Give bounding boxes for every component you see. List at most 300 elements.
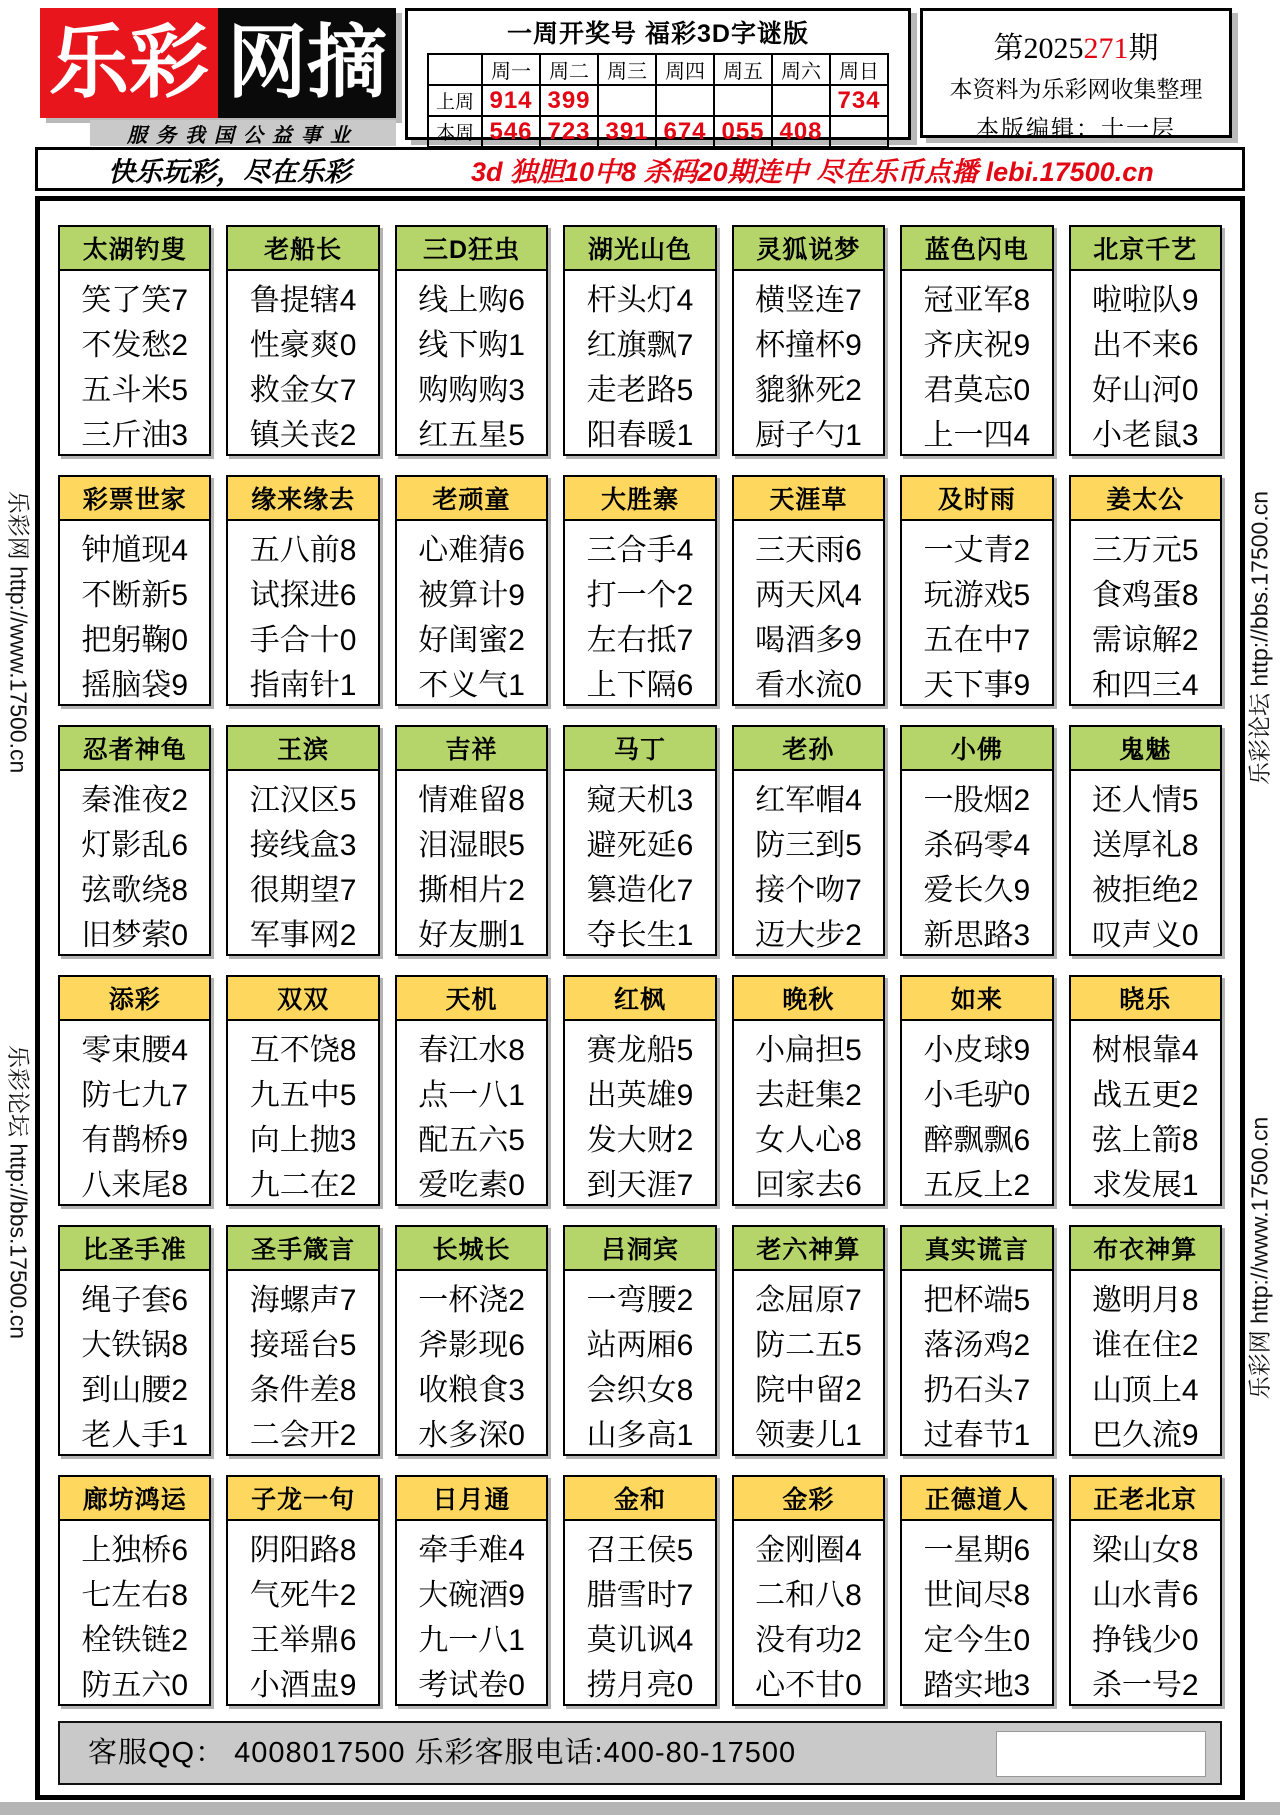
riddle-line: 梁山女8 <box>1091 1534 1199 1567</box>
riddle-card <box>900 225 1053 456</box>
riddle-line: 小毛驴0 <box>923 1079 1031 1112</box>
card-title: 比圣手准 <box>60 1227 209 1271</box>
riddle-line: 被拒绝2 <box>1091 874 1199 907</box>
card-title: 红枫 <box>565 977 714 1021</box>
riddle-line: 救金女7 <box>249 374 357 407</box>
logo-text-red: 乐彩 <box>40 8 218 118</box>
riddle-card <box>58 225 211 456</box>
customer-service-text: 客服QQ： 4008017500 乐彩客服电话:400-80-17500 <box>88 1737 797 1769</box>
riddle-line: 邀明月8 <box>1091 1284 1199 1317</box>
riddle-line: 红军帽4 <box>755 784 862 817</box>
riddle-line: 世间尽8 <box>923 1579 1031 1612</box>
riddle-line: 九二在2 <box>249 1169 357 1202</box>
site-logo <box>40 8 396 118</box>
riddle-line: 上下隔6 <box>586 669 694 702</box>
riddle-line: 鲁提辖4 <box>249 284 357 317</box>
footer-blank-box <box>996 1731 1206 1777</box>
riddle-line: 君莫忘0 <box>923 374 1031 407</box>
riddle-line: 好山河0 <box>1091 374 1199 407</box>
card-title: 大胜寨 <box>565 477 714 521</box>
riddle-line: 零束腰4 <box>81 1034 189 1067</box>
card-body <box>734 771 883 958</box>
riddle-line: 钟馗现4 <box>81 534 189 567</box>
riddle-card <box>395 1475 548 1706</box>
riddle-line: 把躬鞠0 <box>81 624 189 657</box>
riddle-line: 向上抛3 <box>249 1124 357 1157</box>
riddle-line: 灯影乱6 <box>81 829 189 862</box>
card-title: 布衣神算 <box>1071 1227 1220 1271</box>
riddle-grid <box>58 225 1222 1706</box>
card-body <box>60 771 209 958</box>
riddle-line: 念屈原7 <box>755 1284 862 1317</box>
card-body <box>60 1271 209 1458</box>
card-body <box>565 271 714 458</box>
riddle-line: 王举鼎6 <box>249 1624 357 1657</box>
riddle-line: 笑了笑7 <box>81 284 189 317</box>
riddle-line: 线上购6 <box>418 284 525 317</box>
riddle-line: 江汉区5 <box>249 784 357 817</box>
week-draw-value: 674 <box>656 116 714 147</box>
riddle-line: 防三到5 <box>755 829 862 862</box>
riddle-line: 小皮球9 <box>923 1034 1031 1067</box>
riddle-line: 醉飘飘6 <box>923 1124 1031 1157</box>
riddle-line: 不义气1 <box>418 669 525 702</box>
week-row-label: 本周 <box>428 116 482 147</box>
issue-info-panel <box>920 8 1232 141</box>
riddle-line: 红旗飘7 <box>586 329 694 362</box>
riddle-card <box>58 975 211 1206</box>
card-body <box>902 771 1051 958</box>
riddle-line: 三万元5 <box>1091 534 1199 567</box>
riddle-line: 老人手1 <box>81 1419 189 1452</box>
riddle-line: 好闺蜜2 <box>418 624 525 657</box>
riddle-line: 和四三4 <box>1091 669 1199 702</box>
card-title: 太湖钓叟 <box>60 227 209 271</box>
card-body <box>397 271 546 458</box>
footer-bar <box>58 1721 1222 1785</box>
week-draw-value: 055 <box>714 116 772 147</box>
riddle-line: 小老鼠3 <box>1091 419 1199 452</box>
riddle-line: 小扁担5 <box>755 1034 862 1067</box>
riddle-line: 召王侯5 <box>586 1534 694 1567</box>
banner-ad-text: 3d 独胆10中8 杀码20期连中 尽在乐币点播 lebi.17500.cn <box>471 156 1154 187</box>
riddle-line: 杆头灯4 <box>586 284 694 317</box>
card-body <box>397 1521 546 1708</box>
riddle-card <box>395 225 548 456</box>
riddle-line: 大铁锅8 <box>81 1329 189 1362</box>
riddle-line: 捞月亮0 <box>586 1669 694 1702</box>
riddle-line: 山顶上4 <box>1091 1374 1199 1407</box>
riddle-line: 配五六5 <box>418 1124 525 1157</box>
promo-banner <box>35 147 1245 191</box>
week-draw-value <box>598 85 656 116</box>
riddle-line: 两天风4 <box>755 579 862 612</box>
card-body <box>1071 1521 1220 1708</box>
riddle-line: 大碗酒9 <box>418 1579 525 1612</box>
riddle-line: 需谅解2 <box>1091 624 1199 657</box>
riddle-line: 三斤油3 <box>81 419 189 452</box>
week-day-header: 周日 <box>830 54 888 85</box>
riddle-line: 阳春暖1 <box>586 419 694 452</box>
riddle-line: 指南针1 <box>249 669 357 702</box>
riddle-line: 旧梦萦0 <box>81 919 189 952</box>
riddle-card <box>900 475 1053 706</box>
riddle-line: 军事网2 <box>249 919 357 952</box>
riddle-card <box>226 725 379 956</box>
card-body <box>228 1271 377 1458</box>
card-body <box>228 521 377 708</box>
riddle-line: 不发愁2 <box>81 329 189 362</box>
riddle-card <box>1069 1225 1222 1456</box>
riddle-line: 新思路3 <box>923 919 1031 952</box>
riddle-card <box>732 1475 885 1706</box>
card-body <box>565 521 714 708</box>
card-body <box>1071 271 1220 458</box>
card-body <box>228 1021 377 1208</box>
card-body <box>1071 521 1220 708</box>
riddle-card <box>900 1225 1053 1456</box>
card-body <box>60 1521 209 1708</box>
riddle-card <box>900 975 1053 1206</box>
week-corner-cell <box>428 54 482 85</box>
riddle-line: 挣钱少0 <box>1091 1624 1199 1657</box>
card-title: 天机 <box>397 977 546 1021</box>
card-title: 湖光山色 <box>565 227 714 271</box>
logo-slogan: 服务我国公益事业 <box>90 120 396 146</box>
riddle-card <box>395 475 548 706</box>
riddle-line: 一杯浇2 <box>418 1284 525 1317</box>
riddle-line: 五斗米5 <box>81 374 189 407</box>
riddle-line: 不断新5 <box>81 579 189 612</box>
card-title: 小佛 <box>902 727 1051 771</box>
riddle-line: 三天雨6 <box>755 534 862 567</box>
card-body <box>734 1021 883 1208</box>
riddle-line: 试探进6 <box>249 579 357 612</box>
riddle-line: 打一个2 <box>586 579 694 612</box>
riddle-line: 一股烟2 <box>923 784 1031 817</box>
card-title: 子龙一句 <box>228 1477 377 1521</box>
week-draw-value: 723 <box>540 116 598 147</box>
riddle-line: 战五更2 <box>1091 1079 1199 1112</box>
riddle-line: 送厚礼8 <box>1091 829 1199 862</box>
riddle-line: 齐庆祝9 <box>923 329 1031 362</box>
riddle-line: 爱吃素0 <box>418 1169 525 1202</box>
card-title: 彩票世家 <box>60 477 209 521</box>
riddle-line: 摇脑袋9 <box>81 669 189 702</box>
riddle-line: 线下购1 <box>418 329 525 362</box>
week-draw-value <box>656 85 714 116</box>
card-title: 吉祥 <box>397 727 546 771</box>
riddle-line: 杯撞杯9 <box>755 329 862 362</box>
card-title: 姜太公 <box>1071 477 1220 521</box>
riddle-line: 避死延6 <box>586 829 694 862</box>
week-day-header: 周三 <box>598 54 656 85</box>
riddle-line: 接瑶台5 <box>249 1329 357 1362</box>
card-title: 老六神算 <box>734 1227 883 1271</box>
riddle-line: 好友删1 <box>418 919 525 952</box>
riddle-line: 栓铁链2 <box>81 1624 189 1657</box>
riddle-line: 貔貅死2 <box>755 374 862 407</box>
riddle-line: 左右抵7 <box>586 624 694 657</box>
card-title: 王滨 <box>228 727 377 771</box>
riddle-line: 扔石头7 <box>923 1374 1031 1407</box>
riddle-line: 领妻儿1 <box>755 1419 862 1452</box>
riddle-card <box>226 1475 379 1706</box>
card-body <box>902 521 1051 708</box>
card-body <box>565 1021 714 1208</box>
riddle-card <box>226 1225 379 1456</box>
card-title: 正老北京 <box>1071 1477 1220 1521</box>
week-day-header: 周一 <box>482 54 540 85</box>
riddle-line: 腊雪时7 <box>586 1579 694 1612</box>
card-body <box>1071 771 1220 958</box>
riddle-line: 互不饶8 <box>249 1034 357 1067</box>
riddle-card <box>563 1475 716 1706</box>
card-body <box>60 521 209 708</box>
riddle-card <box>395 975 548 1206</box>
riddle-card <box>1069 975 1222 1206</box>
issue-prefix: 第2025 <box>993 32 1084 65</box>
card-body <box>902 271 1051 458</box>
riddle-line: 阴阳路8 <box>249 1534 357 1567</box>
week-day-header: 周四 <box>656 54 714 85</box>
riddle-line: 回家去6 <box>755 1169 862 1202</box>
riddle-card <box>732 475 885 706</box>
riddle-line: 到天涯7 <box>586 1169 694 1202</box>
riddle-card <box>900 725 1053 956</box>
weekly-draws-title: 一周开奖号 福彩3D字谜版 <box>507 20 809 48</box>
card-title: 鬼魅 <box>1071 727 1220 771</box>
card-body <box>397 521 546 708</box>
riddle-line: 天下事9 <box>923 669 1031 702</box>
riddle-line: 叹声义0 <box>1091 919 1199 952</box>
riddle-line: 山水青6 <box>1091 1579 1199 1612</box>
riddle-line: 秦淮夜2 <box>81 784 189 817</box>
riddle-card <box>58 1475 211 1706</box>
riddle-line: 接个吻7 <box>755 874 862 907</box>
week-draw-value <box>714 85 772 116</box>
riddle-line: 夺长生1 <box>586 919 694 952</box>
riddle-line: 泪湿眼5 <box>418 829 525 862</box>
riddle-line: 一星期6 <box>923 1534 1031 1567</box>
card-body <box>60 271 209 458</box>
issue-editor-note: 本版编辑：十一层 <box>976 116 1176 141</box>
card-title: 马丁 <box>565 727 714 771</box>
riddle-card <box>1069 725 1222 956</box>
riddle-card <box>395 725 548 956</box>
weekly-draws-table <box>427 53 889 148</box>
card-title: 长城长 <box>397 1227 546 1271</box>
riddle-line: 上独桥6 <box>81 1534 189 1567</box>
riddle-line: 接线盒3 <box>249 829 357 862</box>
riddle-card <box>395 1225 548 1456</box>
banner-slogan: 快乐玩彩，尽在乐彩 <box>108 156 351 187</box>
card-title: 圣手箴言 <box>228 1227 377 1271</box>
left-sidebar-url-top: 乐彩网 http://www.17500.cn <box>5 490 32 774</box>
issue-number <box>923 23 1229 67</box>
riddle-line: 很期望7 <box>249 874 357 907</box>
riddle-line: 八来尾8 <box>81 1169 189 1202</box>
card-title: 三D狂虫 <box>397 227 546 271</box>
riddle-line: 心不甘0 <box>755 1669 862 1702</box>
card-title: 忍者神龟 <box>60 727 209 771</box>
card-body <box>565 771 714 958</box>
riddle-line: 九一八1 <box>418 1624 525 1657</box>
riddle-line: 五八前8 <box>249 534 357 567</box>
card-body <box>397 1021 546 1208</box>
riddle-line: 五在中7 <box>923 624 1031 657</box>
card-title: 老船长 <box>228 227 377 271</box>
riddle-card <box>563 725 716 956</box>
riddle-line: 金刚圈4 <box>755 1534 862 1567</box>
riddle-card <box>1069 1475 1222 1706</box>
week-draw-value: 546 <box>482 116 540 147</box>
riddle-line: 二会开2 <box>249 1419 357 1452</box>
riddle-line: 发大财2 <box>586 1124 694 1157</box>
weekly-draws-panel <box>405 8 911 145</box>
card-title: 金彩 <box>734 1477 883 1521</box>
riddle-line: 院中留2 <box>755 1374 862 1407</box>
riddle-line: 到山腰2 <box>81 1374 189 1407</box>
riddle-card <box>732 1225 885 1456</box>
card-title: 蓝色闪电 <box>902 227 1051 271</box>
card-body <box>565 1271 714 1458</box>
card-title: 老顽童 <box>397 477 546 521</box>
riddle-line: 杀一号2 <box>1091 1669 1199 1702</box>
week-draw-value <box>830 116 888 147</box>
riddle-line: 赛龙船5 <box>586 1034 694 1067</box>
riddle-line: 杀码零4 <box>923 829 1031 862</box>
week-day-header: 周二 <box>540 54 598 85</box>
week-draw-value: 408 <box>772 116 830 147</box>
card-title: 正德道人 <box>902 1477 1051 1521</box>
riddle-line: 莫讥讽4 <box>586 1624 694 1657</box>
card-title: 双双 <box>228 977 377 1021</box>
card-title: 廊坊鸿运 <box>60 1477 209 1521</box>
right-sidebar-url-bottom: 乐彩网 http://www.17500.cn <box>1246 1116 1273 1400</box>
riddle-line: 没有功2 <box>755 1624 862 1657</box>
riddle-line: 出英雄9 <box>586 1079 694 1112</box>
riddle-card <box>58 475 211 706</box>
riddle-card <box>226 225 379 456</box>
riddle-line: 防五六0 <box>81 1669 189 1702</box>
riddle-line: 收粮食3 <box>418 1374 525 1407</box>
riddle-card <box>563 975 716 1206</box>
card-body <box>734 1271 883 1458</box>
riddle-line: 气死牛2 <box>249 1579 357 1612</box>
card-body <box>228 1521 377 1708</box>
riddle-line: 喝酒多9 <box>755 624 862 657</box>
riddle-line: 树根靠4 <box>1091 1034 1199 1067</box>
riddle-line: 二和八8 <box>755 1579 862 1612</box>
riddle-line: 斧影现6 <box>418 1329 525 1362</box>
issue-suffix: 期 <box>1128 32 1159 65</box>
riddle-line: 落汤鸡2 <box>923 1329 1031 1362</box>
card-title: 北京千艺 <box>1071 227 1220 271</box>
riddle-line: 篡造化7 <box>586 874 694 907</box>
riddle-line: 会织女8 <box>586 1374 694 1407</box>
card-title: 晚秋 <box>734 977 883 1021</box>
riddle-line: 七左右8 <box>81 1579 189 1612</box>
card-title: 灵狐说梦 <box>734 227 883 271</box>
riddle-line: 爱长久9 <box>923 874 1031 907</box>
riddle-line: 条件差8 <box>249 1374 357 1407</box>
riddle-line: 性豪爽0 <box>249 329 357 362</box>
card-body <box>1071 1271 1220 1458</box>
riddle-line: 迈大步2 <box>755 919 862 952</box>
riddle-line: 防二五5 <box>755 1329 862 1362</box>
card-body <box>228 271 377 458</box>
issue-number-red: 271 <box>1083 32 1129 65</box>
card-body <box>397 1271 546 1458</box>
riddle-line: 心难猜6 <box>418 534 525 567</box>
riddle-line: 女人心8 <box>755 1124 862 1157</box>
card-title: 日月通 <box>397 1477 546 1521</box>
week-draw-value: 391 <box>598 116 656 147</box>
riddle-card <box>58 1225 211 1456</box>
riddle-card <box>226 475 379 706</box>
riddle-line: 定今生0 <box>923 1624 1031 1657</box>
riddle-line: 巴久流9 <box>1091 1419 1199 1452</box>
card-body <box>734 271 883 458</box>
riddle-card <box>563 475 716 706</box>
riddle-line: 弦歌绕8 <box>81 874 189 907</box>
issue-source-note: 本资料为乐彩网收集整理 <box>949 77 1203 102</box>
riddle-line: 点一八1 <box>418 1079 525 1112</box>
riddle-line: 小酒盅9 <box>249 1669 357 1702</box>
card-title: 晓乐 <box>1071 977 1220 1021</box>
right-sidebar-url-top: 乐彩论坛 http://bbs.17500.cn <box>1246 490 1273 786</box>
week-draw-value: 914 <box>482 85 540 116</box>
week-draw-value: 399 <box>540 85 598 116</box>
riddle-line: 还人情5 <box>1091 784 1199 817</box>
riddle-line: 玩游戏5 <box>923 579 1031 612</box>
week-draw-value <box>772 85 830 116</box>
riddle-line: 求发展1 <box>1091 1169 1199 1202</box>
riddle-line: 啦啦队9 <box>1091 284 1199 317</box>
riddle-line: 看水流0 <box>755 669 862 702</box>
card-title: 添彩 <box>60 977 209 1021</box>
riddle-line: 防七九7 <box>81 1079 189 1112</box>
riddle-line: 一丈青2 <box>923 534 1031 567</box>
left-sidebar-url-bottom: 乐彩论坛 http://bbs.17500.cn <box>5 1044 32 1340</box>
riddle-line: 牵手难4 <box>418 1534 525 1567</box>
riddle-card <box>226 975 379 1206</box>
week-row-label: 上周 <box>428 85 482 116</box>
week-day-header: 周五 <box>714 54 772 85</box>
riddle-line: 窥天机3 <box>586 784 694 817</box>
riddle-line: 手合十0 <box>249 624 357 657</box>
riddle-line: 九五中5 <box>249 1079 357 1112</box>
card-body <box>734 521 883 708</box>
riddle-line: 红五星5 <box>418 419 525 452</box>
riddle-line: 走老路5 <box>586 374 694 407</box>
riddle-line: 出不来6 <box>1091 329 1199 362</box>
riddle-line: 情难留8 <box>418 784 525 817</box>
riddle-line: 五反上2 <box>923 1169 1031 1202</box>
riddle-line: 考试卷0 <box>418 1669 525 1702</box>
week-day-header: 周六 <box>772 54 830 85</box>
card-body <box>734 1521 883 1708</box>
card-title: 及时雨 <box>902 477 1051 521</box>
riddle-line: 山多高1 <box>586 1419 694 1452</box>
riddle-line: 购购购3 <box>418 374 525 407</box>
riddle-line: 冠亚军8 <box>923 284 1031 317</box>
card-title: 吕洞宾 <box>565 1227 714 1271</box>
riddle-line: 去赶集2 <box>755 1079 862 1112</box>
riddle-line: 被算计9 <box>418 579 525 612</box>
card-body <box>1071 1021 1220 1208</box>
